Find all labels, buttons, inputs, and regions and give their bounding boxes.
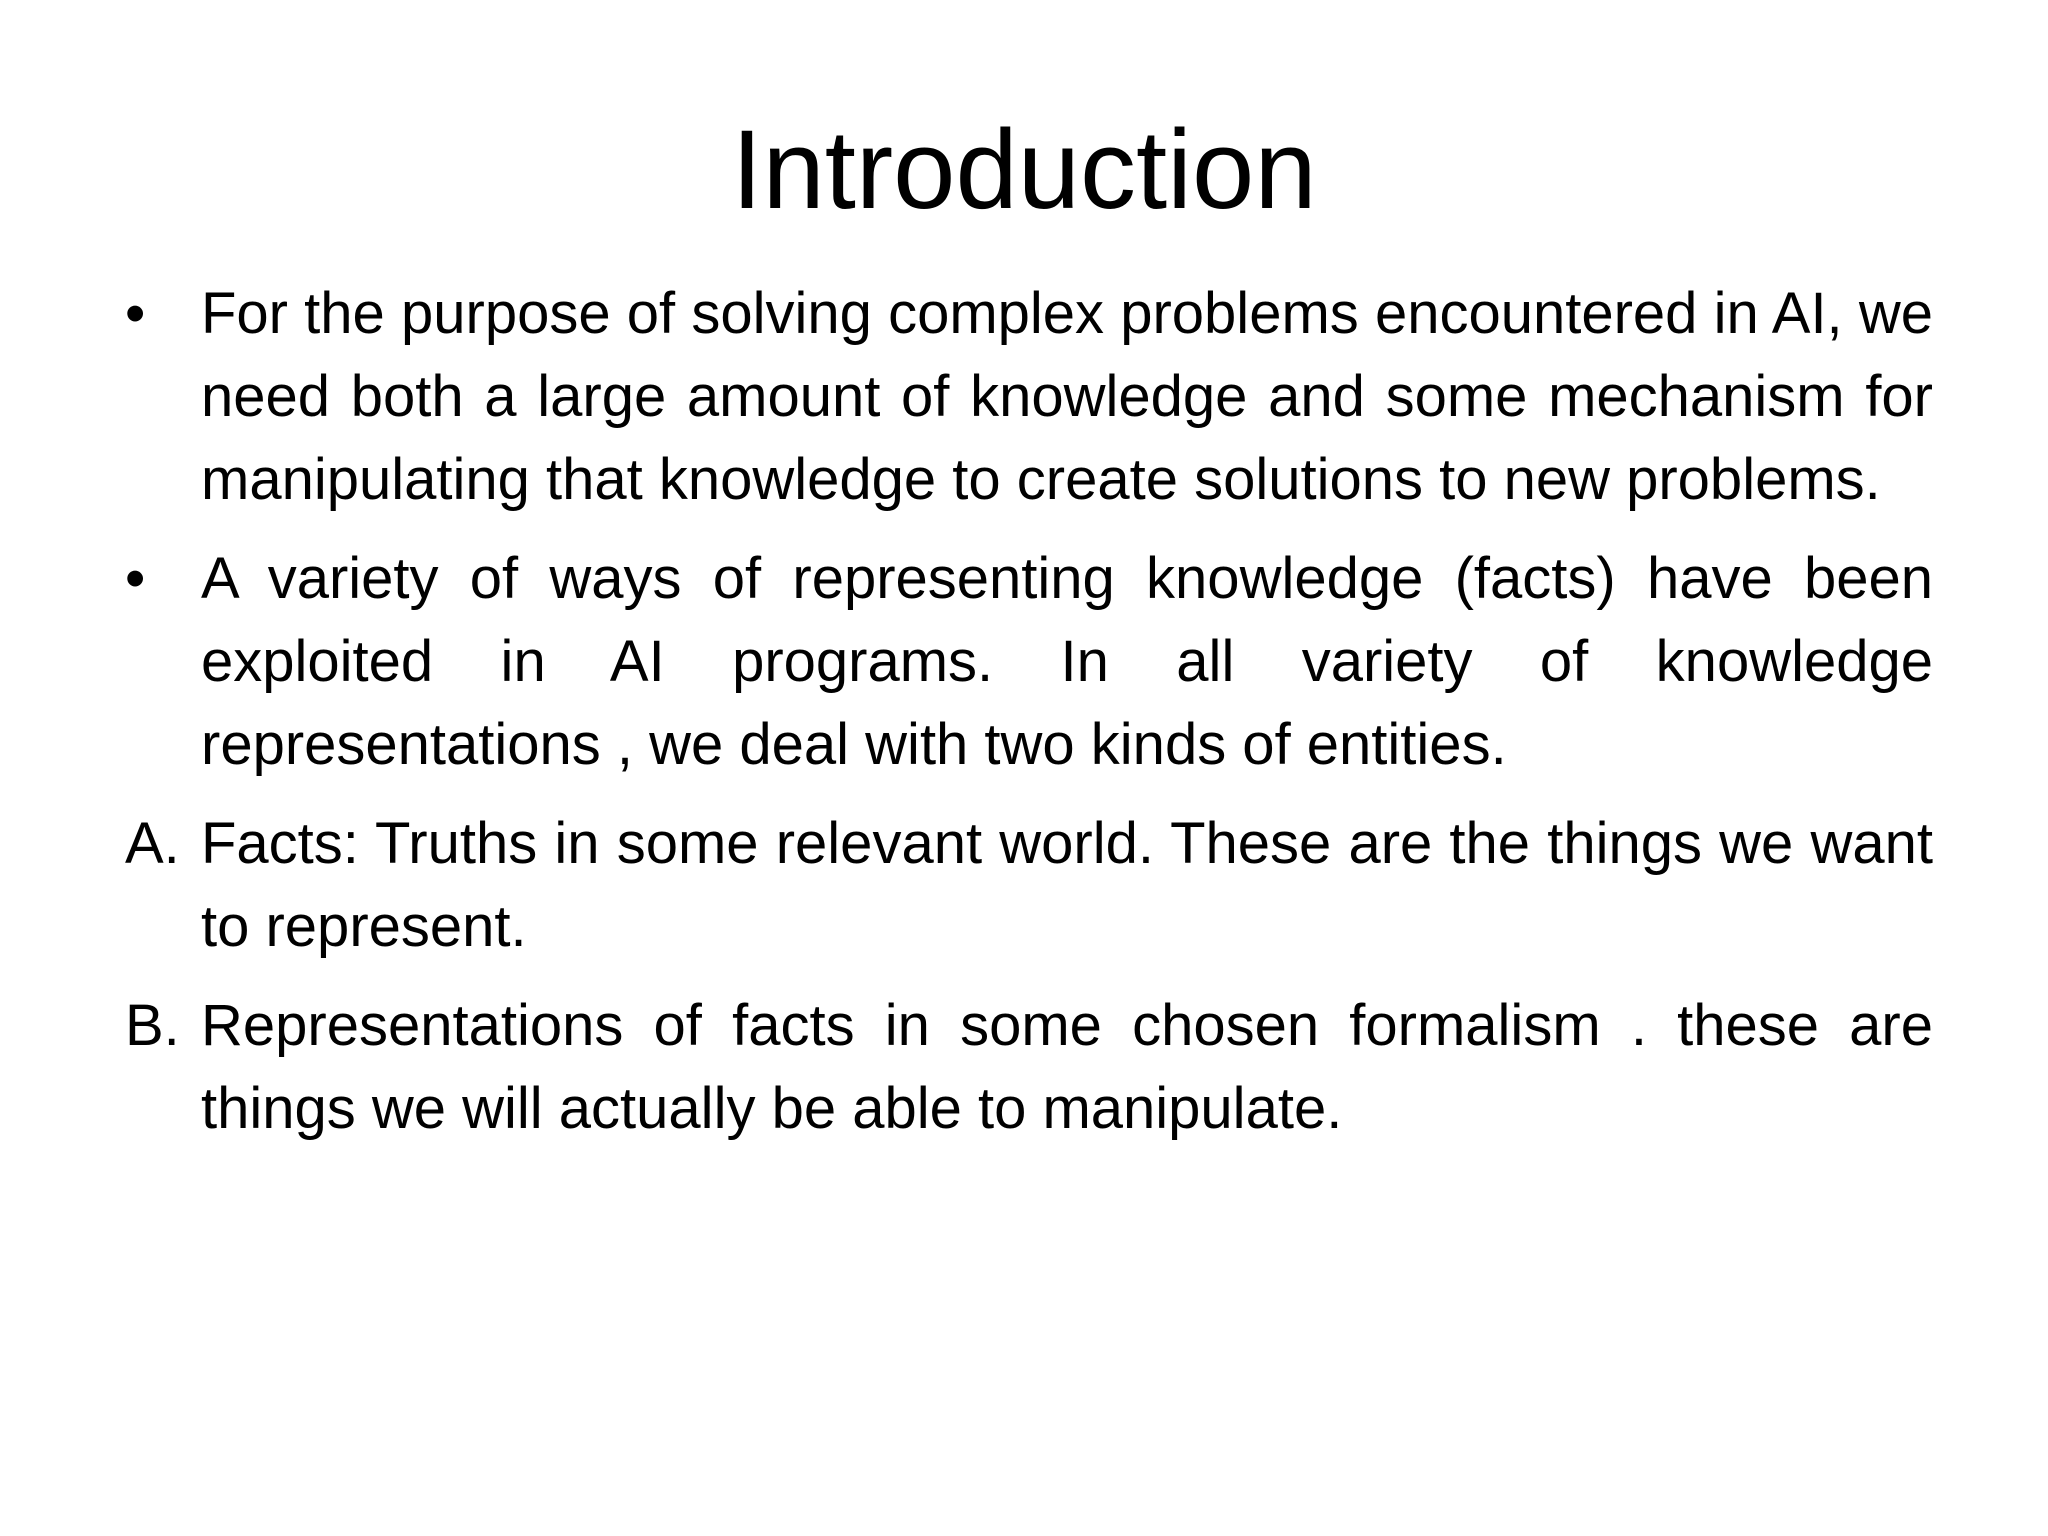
list-marker: A. [125, 811, 180, 876]
list-text: Facts: Truths in some relevant world. These are the things we want to represent. [201, 811, 1933, 959]
bullet-marker: • [125, 281, 146, 346]
bullet-item [125, 272, 1933, 521]
bullet-text: A variety of ways of representing knowledge (facts) have been exploited in AI programs. In all variety of knowledge representations , we deal with two kinds of entities. [201, 546, 1933, 777]
list-item-b [125, 984, 1933, 1150]
list-marker: B. [125, 993, 180, 1058]
slide-title: Introduction [731, 107, 1317, 232]
bullet-marker: • [125, 546, 146, 611]
bullet-item [125, 537, 1933, 786]
slide-body [125, 272, 1933, 1166]
bullet-text: For the purpose of solving complex problems encountered in AI, we need both a large amount of knowledge and some mechanism for manipulating that knowledge to create solutions to new problems. [201, 281, 1933, 512]
list-text: Representations of facts in some chosen formalism . these are things we will actually be able to manipulate. [201, 993, 1933, 1141]
list-item-a [125, 802, 1933, 968]
